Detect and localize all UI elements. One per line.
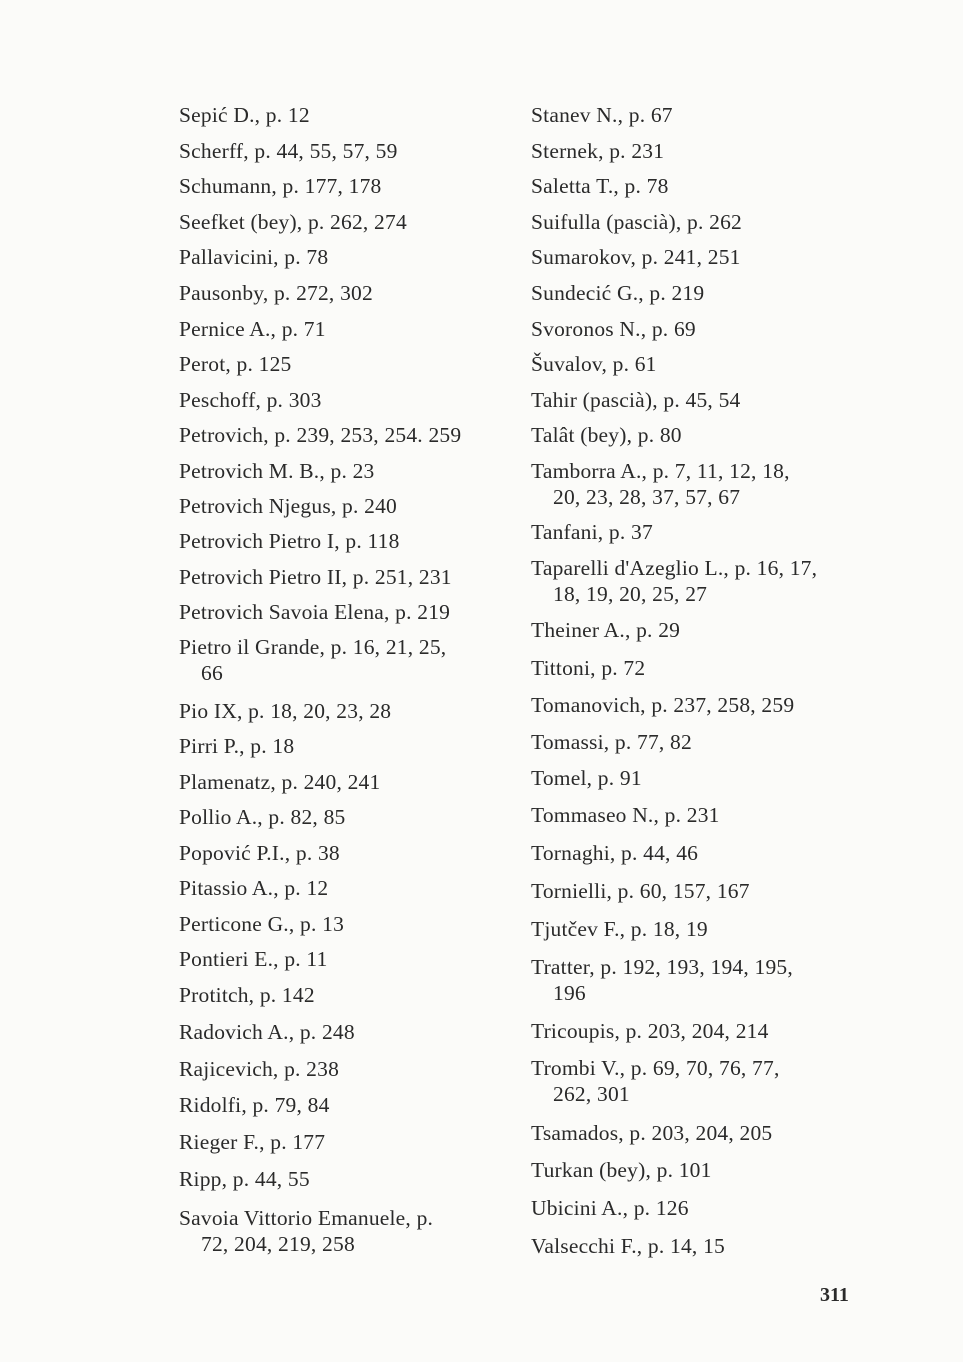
index-entry-text: Petrovich Savoia Elena, p. 219 bbox=[179, 600, 451, 624]
index-entry-text: Tricoupis, p. 203, 204, 214 bbox=[531, 1019, 769, 1043]
index-entry-text: Stanev N., p. 67 bbox=[531, 103, 673, 127]
index-entry bbox=[179, 173, 509, 199]
index-entry bbox=[531, 802, 861, 828]
index-entry bbox=[179, 698, 509, 724]
index-entry bbox=[179, 351, 509, 377]
index-entry-text: Taparelli d'Azeglio L., p. 16, 17, bbox=[531, 556, 818, 580]
index-entry-text: Peschoff, p. 303 bbox=[179, 388, 322, 412]
index-entry bbox=[531, 316, 861, 342]
index-entry-text: Ripp, p. 44, 55 bbox=[179, 1167, 310, 1191]
index-entry-text: Saletta T., p. 78 bbox=[531, 174, 669, 198]
index-entry-text: Theiner A., p. 29 bbox=[531, 618, 681, 642]
index-entry bbox=[179, 599, 509, 625]
index-entry bbox=[179, 634, 509, 686]
index-entry bbox=[179, 1019, 509, 1045]
index-entry bbox=[179, 840, 509, 866]
index-entry-text: Tommaseo N., p. 231 bbox=[531, 803, 720, 827]
index-entry bbox=[179, 1092, 509, 1118]
index-entry bbox=[531, 209, 861, 235]
index-entry-text: Tjutčev F., p. 18, 19 bbox=[531, 917, 708, 941]
index-entry-text: Tratter, p. 192, 193, 194, 195, bbox=[531, 955, 793, 979]
index-entry-text: Petrovich, p. 239, 253, 254. 259 bbox=[179, 423, 462, 447]
index-entry bbox=[531, 840, 861, 866]
index-entry bbox=[179, 316, 509, 342]
index-entry bbox=[531, 1018, 861, 1044]
index-entry bbox=[179, 387, 509, 413]
index-entry bbox=[531, 387, 861, 413]
index-entry-text: Protitch, p. 142 bbox=[179, 983, 315, 1007]
index-entry bbox=[531, 458, 861, 510]
index-entry-text: Pontieri E., p. 11 bbox=[179, 947, 328, 971]
index-entry bbox=[531, 1157, 861, 1183]
index-entry-text: Tomassi, p. 77, 82 bbox=[531, 730, 692, 754]
index-entry bbox=[531, 173, 861, 199]
index-entry bbox=[179, 102, 509, 128]
index-entry-text: Perticone G., p. 13 bbox=[179, 912, 345, 936]
index-entry-text: Popović P.I., p. 38 bbox=[179, 841, 340, 865]
index-entry-text: Tsamados, p. 203, 204, 205 bbox=[531, 1121, 773, 1145]
index-entry bbox=[179, 1129, 509, 1155]
index-entry bbox=[531, 1055, 861, 1107]
page-number: 311 bbox=[820, 1284, 849, 1306]
index-entry bbox=[531, 102, 861, 128]
index-entry bbox=[179, 564, 509, 590]
index-entry-text: Rieger F., p. 177 bbox=[179, 1130, 326, 1154]
index-entry-text: Sepić D., p. 12 bbox=[179, 103, 310, 127]
index-entry-continuation: 196 bbox=[553, 981, 586, 1005]
index-entry-text: Petrovich Pietro I, p. 118 bbox=[179, 529, 400, 553]
index-entry bbox=[179, 804, 509, 830]
index-entry bbox=[179, 422, 509, 448]
index-entry bbox=[531, 878, 861, 904]
index-entry bbox=[531, 280, 861, 306]
index-entry bbox=[179, 946, 509, 972]
index-entry bbox=[531, 1233, 861, 1259]
index-entry-text: Tornielli, p. 60, 157, 167 bbox=[531, 879, 750, 903]
index-entry bbox=[531, 519, 861, 545]
index-entry bbox=[531, 765, 861, 791]
index-entry bbox=[531, 617, 861, 643]
index-entry-text: Plamenatz, p. 240, 241 bbox=[179, 770, 381, 794]
index-entry bbox=[179, 911, 509, 937]
index-entry-text: Sundecić G., p. 219 bbox=[531, 281, 705, 305]
index-entry bbox=[179, 1056, 509, 1082]
index-entry bbox=[531, 138, 861, 164]
index-entry-text: Ubicini A., p. 126 bbox=[531, 1196, 689, 1220]
index-entry-text: Schumann, p. 177, 178 bbox=[179, 174, 382, 198]
index-entry bbox=[179, 769, 509, 795]
index-entry-text: Šuvalov, p. 61 bbox=[531, 352, 657, 376]
index-entry bbox=[179, 209, 509, 235]
index-entry-text: Trombi V., p. 69, 70, 76, 77, bbox=[531, 1056, 780, 1080]
index-entry bbox=[179, 280, 509, 306]
index-entry-text: Tahir (pascià), p. 45, 54 bbox=[531, 388, 741, 412]
index-entry-text: Pio IX, p. 18, 20, 23, 28 bbox=[179, 699, 392, 723]
index-entry-text: Tornaghi, p. 44, 46 bbox=[531, 841, 699, 865]
index-entry bbox=[179, 138, 509, 164]
index-entry bbox=[531, 1120, 861, 1146]
index-entry-text: Pausonby, p. 272, 302 bbox=[179, 281, 373, 305]
index-column-left bbox=[179, 0, 519, 1362]
index-entry-text: Petrovich M. B., p. 23 bbox=[179, 459, 375, 483]
index-entry bbox=[531, 555, 861, 607]
index-entry bbox=[179, 528, 509, 554]
index-entry bbox=[531, 244, 861, 270]
index-entry-text: Pernice A., p. 71 bbox=[179, 317, 326, 341]
index-entry-text: Pietro il Grande, p. 16, 21, 25, bbox=[179, 635, 447, 659]
index-entry-text: Turkan (bey), p. 101 bbox=[531, 1158, 712, 1182]
index-entry-text: Tittoni, p. 72 bbox=[531, 656, 646, 680]
index-entry-text: Pollio A., p. 82, 85 bbox=[179, 805, 346, 829]
index-entry-text: Pallavicini, p. 78 bbox=[179, 245, 329, 269]
index-entry-text: Ridolfi, p. 79, 84 bbox=[179, 1093, 330, 1117]
index-entry-continuation: 72, 204, 219, 258 bbox=[201, 1232, 355, 1256]
index-entry-continuation: 18, 19, 20, 25, 27 bbox=[553, 582, 708, 606]
index-entry-text: Perot, p. 125 bbox=[179, 352, 292, 376]
index-entry bbox=[179, 982, 509, 1008]
index-entry-text: Radovich A., p. 248 bbox=[179, 1020, 355, 1044]
index-entry-text: Pitassio A., p. 12 bbox=[179, 876, 329, 900]
index-entry bbox=[179, 733, 509, 759]
index-entry-text: Pirri P., p. 18 bbox=[179, 734, 295, 758]
index-entry bbox=[179, 1166, 509, 1192]
index-entry bbox=[179, 458, 509, 484]
index-entry-text: Petrovich Njegus, p. 240 bbox=[179, 494, 397, 518]
index-entry bbox=[179, 493, 509, 519]
index-entry-text: Svoronos N., p. 69 bbox=[531, 317, 696, 341]
index-entry-text: Tomanovich, p. 237, 258, 259 bbox=[531, 693, 795, 717]
index-entry-continuation: 66 bbox=[201, 661, 223, 685]
index-entry bbox=[531, 954, 861, 1006]
index-entry-text: Suifulla (pascià), p. 262 bbox=[531, 210, 742, 234]
index-column-right bbox=[531, 0, 871, 1362]
index-entry-text: Tamborra A., p. 7, 11, 12, 18, bbox=[531, 459, 790, 483]
index-entry-text: Tomel, p. 91 bbox=[531, 766, 642, 790]
index-entry-text: Sternek, p. 231 bbox=[531, 139, 665, 163]
index-entry bbox=[531, 655, 861, 681]
index-entry-text: Scherff, p. 44, 55, 57, 59 bbox=[179, 139, 398, 163]
index-entry bbox=[179, 1205, 509, 1257]
index-entry bbox=[179, 244, 509, 270]
index-entry-text: Talât (bey), p. 80 bbox=[531, 423, 682, 447]
index-entry-continuation: 262, 301 bbox=[553, 1082, 630, 1106]
index-entry bbox=[531, 351, 861, 377]
index-entry bbox=[531, 729, 861, 755]
index-entry-continuation: 20, 23, 28, 37, 57, 67 bbox=[553, 485, 741, 509]
index-entry-text: Valsecchi F., p. 14, 15 bbox=[531, 1234, 725, 1258]
index-entry-text: Sumarokov, p. 241, 251 bbox=[531, 245, 741, 269]
index-entry bbox=[531, 422, 861, 448]
index-entry bbox=[531, 1195, 861, 1221]
index-entry-text: Tanfani, p. 37 bbox=[531, 520, 653, 544]
index-entry bbox=[531, 916, 861, 942]
index-entry-text: Seefket (bey), p. 262, 274 bbox=[179, 210, 407, 234]
index-entry-text: Rajicevich, p. 238 bbox=[179, 1057, 340, 1081]
index-entry-text: Savoia Vittorio Emanuele, p. bbox=[179, 1206, 434, 1230]
index-entry bbox=[179, 875, 509, 901]
index-entry bbox=[531, 692, 861, 718]
index-entry-text: Petrovich Pietro II, p. 251, 231 bbox=[179, 565, 452, 589]
